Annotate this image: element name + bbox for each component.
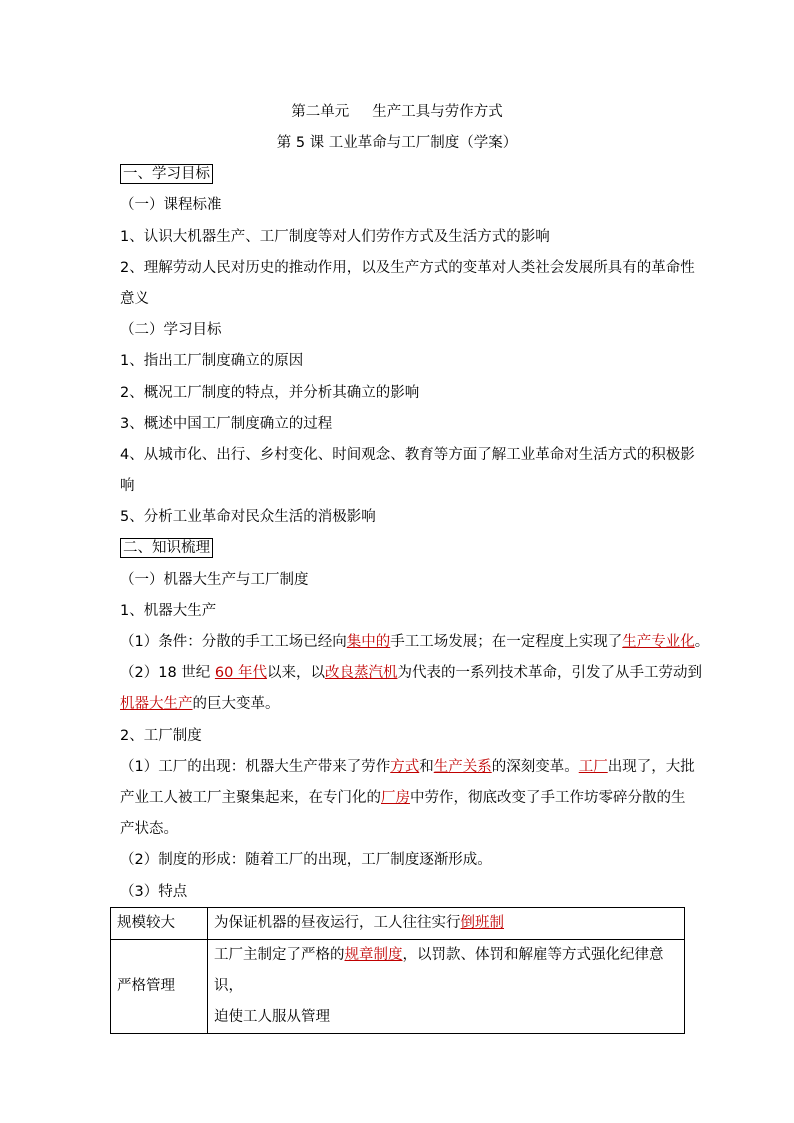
feature-label-management: 严格管理	[111, 940, 208, 1034]
standard-1: 1、认识大机器生产、工厂制度等对人们劳作方式及生活方式的影响	[120, 229, 550, 245]
condition-line	[120, 632, 709, 652]
answer-1760s: 60 年代	[214, 665, 267, 681]
factory-text: 产业工人被工厂主聚集起来，在专门化的	[120, 790, 381, 806]
feature-label-scale: 规模较大	[111, 908, 208, 940]
table-row	[111, 940, 685, 1034]
goal-2: 2、概况工厂制度的特点，并分析其确立的影响	[120, 385, 420, 401]
unit-title: 第二单元 生产工具与劳作方式	[291, 104, 503, 120]
factory-text: 出现了，大批	[607, 759, 695, 775]
features-table	[110, 907, 685, 1034]
revolution-line2	[120, 694, 280, 714]
factory-text: 的深刻变革。	[491, 759, 579, 775]
standards-heading: （一）课程标准	[120, 197, 222, 213]
sub1-heading: （一）机器大生产与工厂制度	[120, 572, 309, 588]
goal-3: 3、概述中国工厂制度确立的过程	[120, 416, 333, 432]
feature-desc-text: 为保证机器的昼夜运行，工人往往实行	[214, 915, 461, 931]
section-heading-knowledge	[120, 538, 213, 558]
condition-text: （1）条件：分散的手工工场已经向	[120, 634, 347, 650]
feature-desc-text: 工厂主制定了严格的	[214, 947, 345, 963]
answer-regulations: 规章制度	[344, 947, 403, 963]
factory-text: 和	[419, 759, 434, 775]
answer-shift-system: 倒班制	[460, 915, 504, 931]
answer-concentrated: 集中的	[346, 634, 391, 650]
condition-text: 手工工场发展；在一定程度上实现了	[390, 634, 623, 650]
factory-text: （1）工厂的出现：机器大生产带来了劳作	[120, 759, 391, 775]
goal-4-line2: 响	[120, 478, 135, 494]
revolution-line1	[120, 663, 702, 683]
factory-text: 中劳作，彻底改变了手工作坊零碎分散的生	[410, 790, 686, 806]
feature-desc-text: 迫使工人服从管理	[214, 1009, 330, 1025]
condition-text: 。	[694, 634, 710, 650]
feature-desc-text: ，以罚款、体罚和解雇等方式强化纪律意识，	[214, 947, 664, 994]
feature-desc-scale	[208, 908, 685, 940]
goals-heading: （二）学习目标	[120, 322, 222, 338]
section-heading-goals	[120, 164, 213, 184]
item1-heading: 1、机器大生产	[120, 603, 217, 619]
answer-steam-engine: 改良蒸汽机	[324, 665, 398, 681]
goal-1: 1、指出工厂制度确立的原因	[120, 353, 304, 369]
answer-specialization: 生产专业化	[622, 634, 695, 650]
standard-2-line2: 意义	[120, 291, 149, 307]
answer-machine-production: 机器大生产	[120, 696, 193, 712]
answer-factory: 工厂	[578, 759, 608, 775]
feature-desc-management	[208, 940, 685, 1034]
table-row	[111, 908, 685, 940]
revolution-text: （2）18 世纪	[120, 665, 215, 681]
features-heading: （3）特点	[120, 884, 188, 900]
goal-5: 5、分析工业革命对民众生活的消极影响	[120, 509, 376, 525]
answer-method: 方式	[390, 759, 420, 775]
answer-workshop: 厂房	[381, 790, 410, 806]
goal-4-line1: 4、从城市化、出行、乡村变化、时间观念、教育等方面了解工业革命对生活方式的积极影	[120, 447, 695, 463]
section-heading-knowledge-text: 二、知识梳理	[120, 538, 213, 558]
revolution-text: 以来，以	[266, 665, 325, 681]
factory-line2	[120, 788, 686, 808]
section-heading-goals-text: 一、学习目标	[120, 164, 213, 184]
answer-relations: 生产关系	[433, 759, 492, 775]
lesson-title: 第 5 课 工业革命与工厂制度（学案）	[276, 135, 518, 151]
revolution-text: 的巨大变革。	[192, 696, 280, 712]
revolution-text: 为代表的一系列技术革命，引发了从手工劳动到	[397, 665, 702, 681]
item2-heading: 2、工厂制度	[120, 728, 202, 744]
factory-line1	[120, 757, 695, 777]
formation-line: （2）制度的形成：随着工厂的出现，工厂制度逐渐形成。	[120, 852, 492, 868]
factory-line3: 产状态。	[120, 821, 178, 837]
standard-2-line1: 2、理解劳动人民对历史的推动作用，以及生产方式的变革对人类社会发展所具有的革命性	[120, 260, 695, 276]
